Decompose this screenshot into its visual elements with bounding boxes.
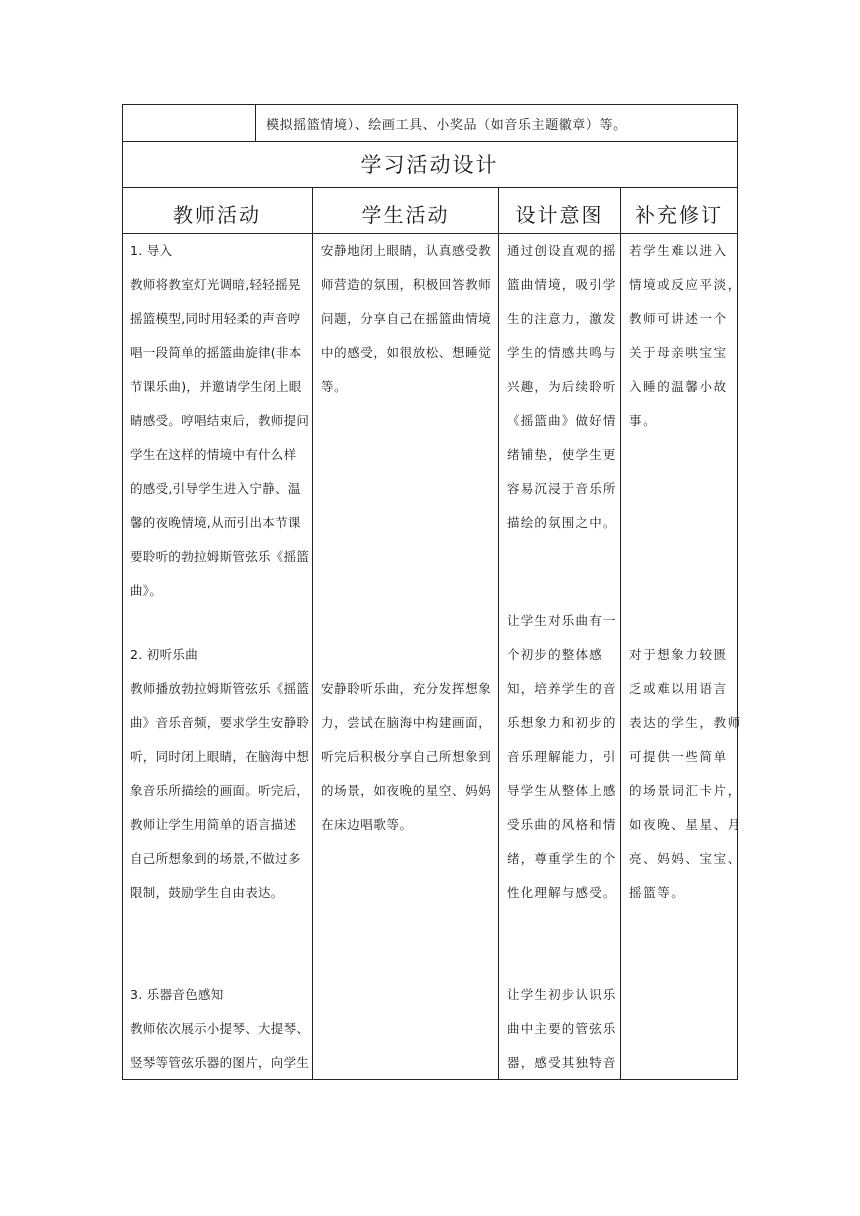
teacher-step-3-line: 教师依次展示小提琴、大提琴、: [130, 1021, 310, 1036]
section-title: 学习活动设计: [360, 153, 499, 177]
revision-step-1-line: 教师可讲述一个: [629, 311, 728, 326]
intent-step-1-line: 篮曲情境，吸引学: [507, 277, 617, 292]
section-title-cell: [122, 142, 738, 188]
student-step-1-line: 等。: [321, 379, 348, 394]
teacher-step-1-line: 学生在这样的情境中有什么样: [130, 447, 297, 462]
revision-step-1-line: 关于母亲哄宝宝: [629, 345, 728, 360]
teacher-step-3-line: 3. 乐器音色感知: [130, 987, 224, 1002]
intent-step-3-line: 让学生初步认识乐: [507, 987, 617, 1002]
intent-step-2-line: 绪，尊重学生的个: [507, 851, 617, 866]
intent-step-1-line: 学生的情感共鸣与: [507, 345, 617, 360]
header-teacher-activity: 教师活动: [173, 203, 261, 227]
student-step-2-line: 听完后积极分享自己所想象到: [321, 749, 492, 764]
teacher-step-1: [130, 234, 310, 608]
lesson-plan-table: [122, 104, 742, 1080]
intent-step-2-line: 让学生对乐曲有一: [507, 613, 617, 628]
teacher-step-2-line: 自己所想象到的场景,不做过多: [130, 851, 301, 866]
revision-step-2-line: 对于想象力较匮: [629, 647, 728, 662]
revision-step-1-line: 若学生难以进入: [629, 243, 728, 258]
student-step-2-line: 在床边唱歌等。: [321, 817, 413, 832]
student-step-1-line: 中的感受，如很放松、想睡觉: [321, 345, 492, 360]
intent-step-2-line: 乐想象力和初步的: [507, 715, 617, 730]
student-step-2: [321, 672, 492, 842]
header-cell-revision: [621, 188, 738, 234]
student-step-2-line: 安静聆听乐曲，充分发挥想象: [321, 681, 492, 696]
intent-step-1-line: 绪铺垫，使学生更: [507, 447, 617, 462]
teacher-step-2-line: 象音乐所描绘的画面。听完后，: [130, 783, 310, 798]
teacher-step-1-line: 1. 导入: [130, 243, 173, 258]
intent-step-3-line: 器，感受其独特音: [507, 1055, 617, 1070]
teacher-step-1-line: 教师将教室灯光调暗,轻轻摇晃: [130, 277, 301, 292]
header-student-activity: 学生活动: [361, 203, 450, 227]
revision-step-2: [629, 638, 742, 910]
intent-step-2-line: 导学生从整体上感: [507, 783, 617, 798]
design-intent-cell: [499, 234, 621, 1080]
teacher-step-2-line: 听，同时闭上眼睛，在脑海中想: [130, 749, 310, 764]
revision-step-2-line: 可提供一些简单: [629, 749, 728, 764]
intent-step-1-line: 《摇篮曲》做好情: [507, 413, 617, 428]
teacher-step-3: [130, 978, 310, 1080]
intent-step-2-line: 知，培养学生的音: [507, 681, 617, 696]
revision-step-2-line: 乏或难以用语言: [629, 681, 728, 696]
intent-step-1-line: 通过创设直观的摇: [507, 243, 617, 258]
teacher-step-2-line: 限制，鼓励学生自由表达。: [130, 885, 284, 900]
teacher-step-2-line: 教师播放勃拉姆斯管弦乐《摇篮: [130, 681, 310, 696]
student-step-2-line: 力，尝试在脑海中构建画面，: [321, 715, 492, 730]
student-step-1-line: 师营造的氛围，积极回答教师: [321, 277, 492, 292]
intent-step-3-line: 曲中主要的管弦乐: [507, 1021, 617, 1036]
intent-step-2-line: 音乐理解能力，引: [507, 749, 617, 764]
intent-step-2-line: 受乐曲的风格和情: [507, 817, 617, 832]
intent-step-1-line: 生的注意力，激发: [507, 311, 617, 326]
revision-step-1-line: 事。: [629, 413, 658, 428]
student-step-1-line: 安静地闭上眼睛，认真感受教: [321, 243, 492, 258]
header-revision: 补充修订: [635, 203, 723, 227]
teacher-step-1-line: 睛感受。哼唱结束后，教师提问: [130, 413, 310, 428]
intent-step-2: [507, 604, 617, 910]
student-step-1-line: 问题，分享自己在摇篮曲情境: [321, 311, 492, 326]
student-activity-cell: [313, 234, 499, 1080]
intent-step-1-line: 描绘的氛围之中。: [507, 515, 617, 530]
student-step-1: [321, 234, 492, 404]
header-cell-teacher: [122, 188, 313, 234]
header-cell-intent: [499, 188, 621, 234]
teacher-step-2-line: 教师让学生用简单的语言描述: [130, 817, 297, 832]
materials-text: 模拟摇篮情境）、绘画工具、小奖品（如音乐主题徽章）等。: [266, 118, 627, 133]
revision-notes-cell: [621, 234, 742, 1080]
intent-step-3: [507, 978, 617, 1080]
student-step-2-line: 的场景，如夜晚的星空、妈妈: [321, 783, 492, 798]
revision-step-2-line: 摇篮等。: [629, 885, 686, 900]
teacher-activity-cell: [122, 234, 313, 1080]
revision-step-1-line: 情境或反应平淡，: [629, 277, 742, 292]
revision-step-1: [629, 234, 742, 438]
teacher-step-1-line: 馨的夜晚情境,从而引出本节课: [130, 515, 301, 530]
teacher-step-3-line: 竖琴等管弦乐器的图片，向学生: [130, 1055, 310, 1070]
intent-step-2-line: 性化理解与感受。: [507, 885, 617, 900]
revision-step-2-line: 表达的学生，教师: [629, 715, 742, 730]
revision-step-2-line: 的场景词汇卡片，: [629, 783, 742, 798]
teacher-step-1-line: 要聆听的勃拉姆斯管弦乐《摇篮: [130, 549, 310, 564]
revision-step-2-line: 如夜晚、星星、月: [629, 817, 742, 832]
teacher-step-2: [130, 638, 310, 910]
teacher-step-1-line: 的感受,引导学生进入宁静、温: [130, 481, 301, 496]
teacher-step-1-line: 摇篮模型,同时用轻柔的声音哼: [130, 311, 301, 326]
teacher-step-1-line: 唱一段简单的摇篮曲旋律(非本: [130, 345, 302, 360]
materials-label-cell: [122, 104, 256, 142]
header-cell-student: [313, 188, 499, 234]
intent-step-1-line: 兴趣，为后续聆听: [507, 379, 617, 394]
intent-step-1: [507, 234, 617, 540]
intent-step-1-line: 容易沉浸于音乐所: [507, 481, 617, 496]
teacher-step-2-line: 2. 初听乐曲: [130, 647, 198, 662]
teacher-step-2-line: 曲》音乐音频，要求学生安静聆: [130, 715, 310, 730]
revision-step-1-line: 入睡的温馨小故: [629, 379, 728, 394]
intent-step-2-line: 个初步的整体感: [507, 647, 603, 662]
header-design-intent: 设计意图: [515, 203, 604, 227]
teacher-step-1-line: 曲》。: [130, 583, 163, 598]
teacher-step-1-line: 节课乐曲)，并邀请学生闭上眼: [130, 379, 302, 394]
revision-step-2-line: 亮、妈妈、宝宝、: [629, 851, 742, 866]
materials-content-cell: [256, 104, 738, 142]
